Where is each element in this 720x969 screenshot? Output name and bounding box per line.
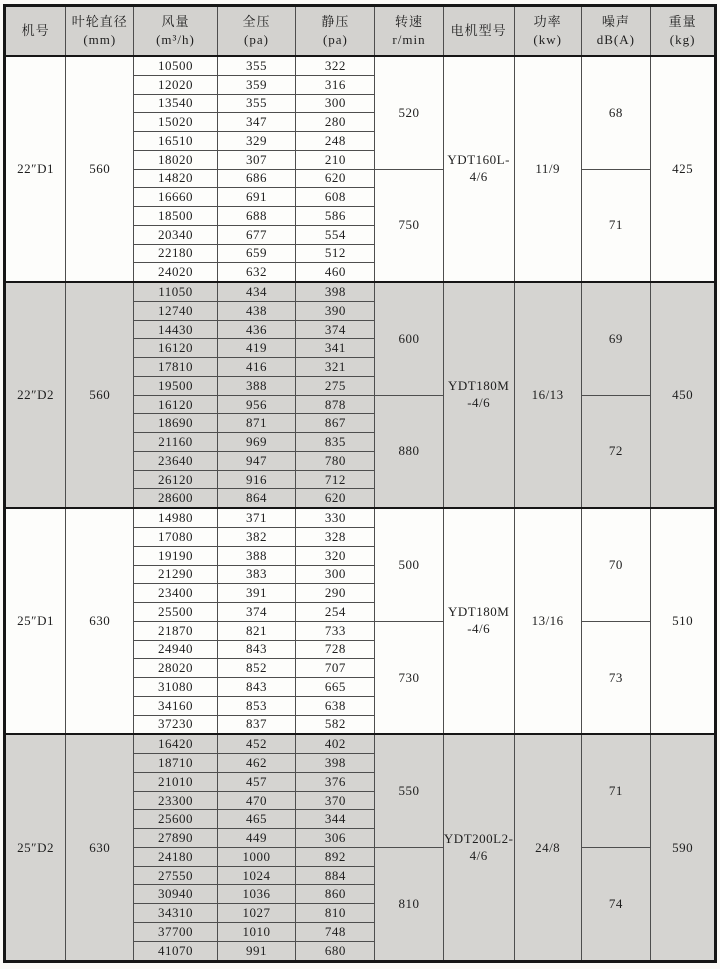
static-pressure-cell: 398 [296, 282, 375, 301]
noise-cell: 70 [581, 508, 651, 621]
static-pressure-cell: 290 [296, 584, 375, 603]
total-pressure-cell: 434 [217, 282, 296, 301]
static-pressure-cell: 554 [296, 225, 375, 244]
speed-cell: 500 [375, 508, 443, 621]
total-pressure-cell: 307 [217, 150, 296, 169]
total-pressure-cell: 374 [217, 603, 296, 622]
air-volume-cell: 23300 [134, 791, 217, 810]
air-volume-cell: 14980 [134, 508, 217, 527]
table-row [5, 56, 716, 75]
column-header [514, 6, 581, 57]
speed-cell: 810 [375, 847, 443, 961]
total-pressure-cell: 991 [217, 941, 296, 961]
column-header-title: 叶轮直径 [71, 14, 128, 30]
table-row [5, 282, 716, 301]
total-pressure-cell: 632 [217, 263, 296, 282]
column-header [581, 6, 651, 57]
air-volume-cell: 26120 [134, 470, 217, 489]
column-header-title: 电机型号 [450, 23, 507, 39]
impeller-diameter-cell: 560 [66, 56, 134, 282]
air-volume-cell: 30940 [134, 885, 217, 904]
impeller-diameter-cell: 560 [66, 282, 134, 508]
total-pressure-cell: 416 [217, 358, 296, 377]
weight-cell: 590 [651, 734, 716, 961]
air-volume-cell: 25500 [134, 603, 217, 622]
machine-no-cell: 22″D2 [5, 282, 66, 508]
total-pressure-cell: 691 [217, 188, 296, 207]
air-volume-cell: 12020 [134, 75, 217, 94]
static-pressure-cell: 330 [296, 508, 375, 527]
static-pressure-cell: 275 [296, 376, 375, 395]
column-header [651, 6, 716, 57]
static-pressure-cell: 300 [296, 565, 375, 584]
total-pressure-cell: 864 [217, 489, 296, 508]
static-pressure-cell: 620 [296, 169, 375, 188]
air-volume-cell: 34160 [134, 696, 217, 715]
static-pressure-cell: 680 [296, 941, 375, 961]
total-pressure-cell: 688 [217, 207, 296, 226]
air-volume-cell: 16420 [134, 734, 217, 753]
table-row [5, 508, 716, 527]
air-volume-cell: 24180 [134, 847, 217, 866]
speed-cell: 880 [375, 395, 443, 508]
air-volume-cell: 16120 [134, 339, 217, 358]
total-pressure-cell: 843 [217, 640, 296, 659]
column-header-title: 风量 [161, 14, 190, 30]
power-cell: 24/8 [514, 734, 581, 961]
motor-model-cell [443, 56, 514, 282]
speed-cell: 550 [375, 734, 443, 847]
static-pressure-cell: 728 [296, 640, 375, 659]
static-pressure-cell: 321 [296, 358, 375, 377]
air-volume-cell: 16660 [134, 188, 217, 207]
total-pressure-cell: 449 [217, 829, 296, 848]
motor-model-line1: YDT180M [448, 604, 510, 620]
column-header-unit: (mm) [83, 32, 117, 47]
static-pressure-cell: 835 [296, 433, 375, 452]
total-pressure-cell: 355 [217, 56, 296, 75]
air-volume-cell: 15020 [134, 113, 217, 132]
column-header-title: 全压 [242, 14, 271, 30]
static-pressure-cell: 582 [296, 715, 375, 734]
air-volume-cell: 37700 [134, 922, 217, 941]
motor-model-line2: -4/6 [467, 621, 491, 637]
noise-cell: 71 [581, 169, 651, 282]
motor-model-line2: 4/6 [469, 169, 488, 185]
static-pressure-cell: 780 [296, 451, 375, 470]
motor-model-cell [443, 508, 514, 734]
static-pressure-cell: 374 [296, 320, 375, 339]
total-pressure-cell: 452 [217, 734, 296, 753]
static-pressure-cell: 460 [296, 263, 375, 282]
noise-cell: 68 [581, 56, 651, 169]
speed-cell: 750 [375, 169, 443, 282]
column-header [375, 6, 443, 57]
total-pressure-cell: 329 [217, 132, 296, 151]
total-pressure-cell: 686 [217, 169, 296, 188]
column-header-unit: (m³/h) [156, 32, 195, 47]
air-volume-cell: 21160 [134, 433, 217, 452]
total-pressure-cell: 1000 [217, 847, 296, 866]
motor-model-cell [443, 734, 514, 961]
machine-no-cell: 25″D1 [5, 508, 66, 734]
noise-cell: 69 [581, 282, 651, 395]
static-pressure-cell: 300 [296, 94, 375, 113]
column-header-title: 静压 [321, 14, 350, 30]
static-pressure-cell: 620 [296, 489, 375, 508]
air-volume-cell: 13540 [134, 94, 217, 113]
table-row [5, 734, 716, 753]
air-volume-cell: 21010 [134, 772, 217, 791]
total-pressure-cell: 419 [217, 339, 296, 358]
column-header-unit: (pa) [322, 32, 348, 47]
motor-model-cell [443, 282, 514, 508]
static-pressure-cell: 390 [296, 301, 375, 320]
column-header [443, 6, 514, 57]
column-header-title: 功率 [533, 14, 562, 30]
air-volume-cell: 37230 [134, 715, 217, 734]
total-pressure-cell: 359 [217, 75, 296, 94]
air-volume-cell: 22180 [134, 244, 217, 263]
speed-cell: 730 [375, 621, 443, 734]
air-volume-cell: 18690 [134, 414, 217, 433]
column-header-unit: (pa) [244, 32, 269, 47]
static-pressure-cell: 892 [296, 847, 375, 866]
power-cell: 11/9 [514, 56, 581, 282]
noise-cell: 73 [581, 621, 651, 734]
noise-cell: 72 [581, 395, 651, 508]
static-pressure-cell: 707 [296, 659, 375, 678]
static-pressure-cell: 810 [296, 904, 375, 923]
column-header [134, 6, 217, 57]
static-pressure-cell: 398 [296, 754, 375, 773]
power-cell: 13/16 [514, 508, 581, 734]
total-pressure-cell: 462 [217, 754, 296, 773]
table-header [5, 6, 716, 57]
total-pressure-cell: 465 [217, 810, 296, 829]
static-pressure-cell: 328 [296, 528, 375, 547]
air-volume-cell: 19190 [134, 546, 217, 565]
air-volume-cell: 23640 [134, 451, 217, 470]
total-pressure-cell: 1027 [217, 904, 296, 923]
total-pressure-cell: 382 [217, 528, 296, 547]
total-pressure-cell: 391 [217, 584, 296, 603]
column-header [5, 6, 66, 57]
static-pressure-cell: 344 [296, 810, 375, 829]
static-pressure-cell: 254 [296, 603, 375, 622]
air-volume-cell: 21290 [134, 565, 217, 584]
total-pressure-cell: 355 [217, 94, 296, 113]
column-header-unit: (kg) [669, 32, 696, 47]
static-pressure-cell: 860 [296, 885, 375, 904]
weight-cell: 510 [651, 508, 716, 734]
total-pressure-cell: 436 [217, 320, 296, 339]
static-pressure-cell: 402 [296, 734, 375, 753]
static-pressure-cell: 638 [296, 696, 375, 715]
column-header-unit: dB(A) [596, 32, 635, 47]
static-pressure-cell: 512 [296, 244, 375, 263]
air-volume-cell: 18710 [134, 754, 217, 773]
air-volume-cell: 11050 [134, 282, 217, 301]
total-pressure-cell: 388 [217, 376, 296, 395]
static-pressure-cell: 878 [296, 395, 375, 414]
air-volume-cell: 18500 [134, 207, 217, 226]
air-volume-cell: 17810 [134, 358, 217, 377]
column-header-title: 机号 [21, 23, 50, 39]
total-pressure-cell: 1036 [217, 885, 296, 904]
machine-no-cell: 25″D2 [5, 734, 66, 961]
air-volume-cell: 18020 [134, 150, 217, 169]
total-pressure-cell: 871 [217, 414, 296, 433]
total-pressure-cell: 677 [217, 225, 296, 244]
column-header [66, 6, 134, 57]
static-pressure-cell: 733 [296, 621, 375, 640]
header-row [5, 6, 716, 57]
static-pressure-cell: 306 [296, 829, 375, 848]
total-pressure-cell: 371 [217, 508, 296, 527]
total-pressure-cell: 438 [217, 301, 296, 320]
static-pressure-cell: 316 [296, 75, 375, 94]
static-pressure-cell: 210 [296, 150, 375, 169]
noise-cell: 71 [581, 734, 651, 847]
static-pressure-cell: 884 [296, 866, 375, 885]
air-volume-cell: 28600 [134, 489, 217, 508]
impeller-diameter-cell: 630 [66, 508, 134, 734]
noise-cell: 74 [581, 847, 651, 961]
air-volume-cell: 17080 [134, 528, 217, 547]
air-volume-cell: 24940 [134, 640, 217, 659]
static-pressure-cell: 586 [296, 207, 375, 226]
air-volume-cell: 16120 [134, 395, 217, 414]
air-volume-cell: 27550 [134, 866, 217, 885]
air-volume-cell: 31080 [134, 678, 217, 697]
static-pressure-cell: 370 [296, 791, 375, 810]
table-body [5, 56, 716, 962]
total-pressure-cell: 956 [217, 395, 296, 414]
total-pressure-cell: 843 [217, 678, 296, 697]
column-header [296, 6, 375, 57]
air-volume-cell: 28020 [134, 659, 217, 678]
air-volume-cell: 19500 [134, 376, 217, 395]
air-volume-cell: 12740 [134, 301, 217, 320]
air-volume-cell: 20340 [134, 225, 217, 244]
impeller-diameter-cell: 630 [66, 734, 134, 961]
column-header-title: 转速 [394, 14, 423, 30]
air-volume-cell: 14820 [134, 169, 217, 188]
motor-model-line2: -4/6 [467, 395, 491, 411]
motor-model-line1: YDT160L- [447, 152, 510, 168]
power-cell: 16/13 [514, 282, 581, 508]
total-pressure-cell: 916 [217, 470, 296, 489]
column-header-unit: r/min [392, 32, 426, 47]
air-volume-cell: 34310 [134, 904, 217, 923]
air-volume-cell: 27890 [134, 829, 217, 848]
static-pressure-cell: 280 [296, 113, 375, 132]
total-pressure-cell: 1024 [217, 866, 296, 885]
total-pressure-cell: 969 [217, 433, 296, 452]
total-pressure-cell: 853 [217, 696, 296, 715]
static-pressure-cell: 867 [296, 414, 375, 433]
total-pressure-cell: 1010 [217, 922, 296, 941]
static-pressure-cell: 248 [296, 132, 375, 151]
machine-no-cell: 22″D1 [5, 56, 66, 282]
motor-model-line1: YDT200L2- [443, 830, 514, 846]
speed-cell: 520 [375, 56, 443, 169]
air-volume-cell: 25600 [134, 810, 217, 829]
static-pressure-cell: 320 [296, 546, 375, 565]
air-volume-cell: 16510 [134, 132, 217, 151]
spec-table [3, 4, 717, 963]
motor-model-line2: 4/6 [469, 847, 488, 863]
air-volume-cell: 41070 [134, 941, 217, 961]
total-pressure-cell: 470 [217, 791, 296, 810]
static-pressure-cell: 322 [296, 56, 375, 75]
air-volume-cell: 23400 [134, 584, 217, 603]
static-pressure-cell: 712 [296, 470, 375, 489]
static-pressure-cell: 376 [296, 772, 375, 791]
total-pressure-cell: 821 [217, 621, 296, 640]
total-pressure-cell: 852 [217, 659, 296, 678]
total-pressure-cell: 347 [217, 113, 296, 132]
column-header [217, 6, 296, 57]
air-volume-cell: 10500 [134, 56, 217, 75]
column-header-title: 重量 [668, 14, 697, 30]
air-volume-cell: 24020 [134, 263, 217, 282]
total-pressure-cell: 947 [217, 451, 296, 470]
total-pressure-cell: 383 [217, 565, 296, 584]
static-pressure-cell: 748 [296, 922, 375, 941]
motor-model-line1: YDT180M [448, 378, 510, 394]
static-pressure-cell: 608 [296, 188, 375, 207]
column-header-title: 噪声 [601, 14, 630, 30]
total-pressure-cell: 659 [217, 244, 296, 263]
total-pressure-cell: 837 [217, 715, 296, 734]
air-volume-cell: 21870 [134, 621, 217, 640]
air-volume-cell: 14430 [134, 320, 217, 339]
weight-cell: 450 [651, 282, 716, 508]
weight-cell: 425 [651, 56, 716, 282]
speed-cell: 600 [375, 282, 443, 395]
total-pressure-cell: 388 [217, 546, 296, 565]
static-pressure-cell: 341 [296, 339, 375, 358]
total-pressure-cell: 457 [217, 772, 296, 791]
column-header-unit: (kw) [533, 32, 562, 47]
static-pressure-cell: 665 [296, 678, 375, 697]
